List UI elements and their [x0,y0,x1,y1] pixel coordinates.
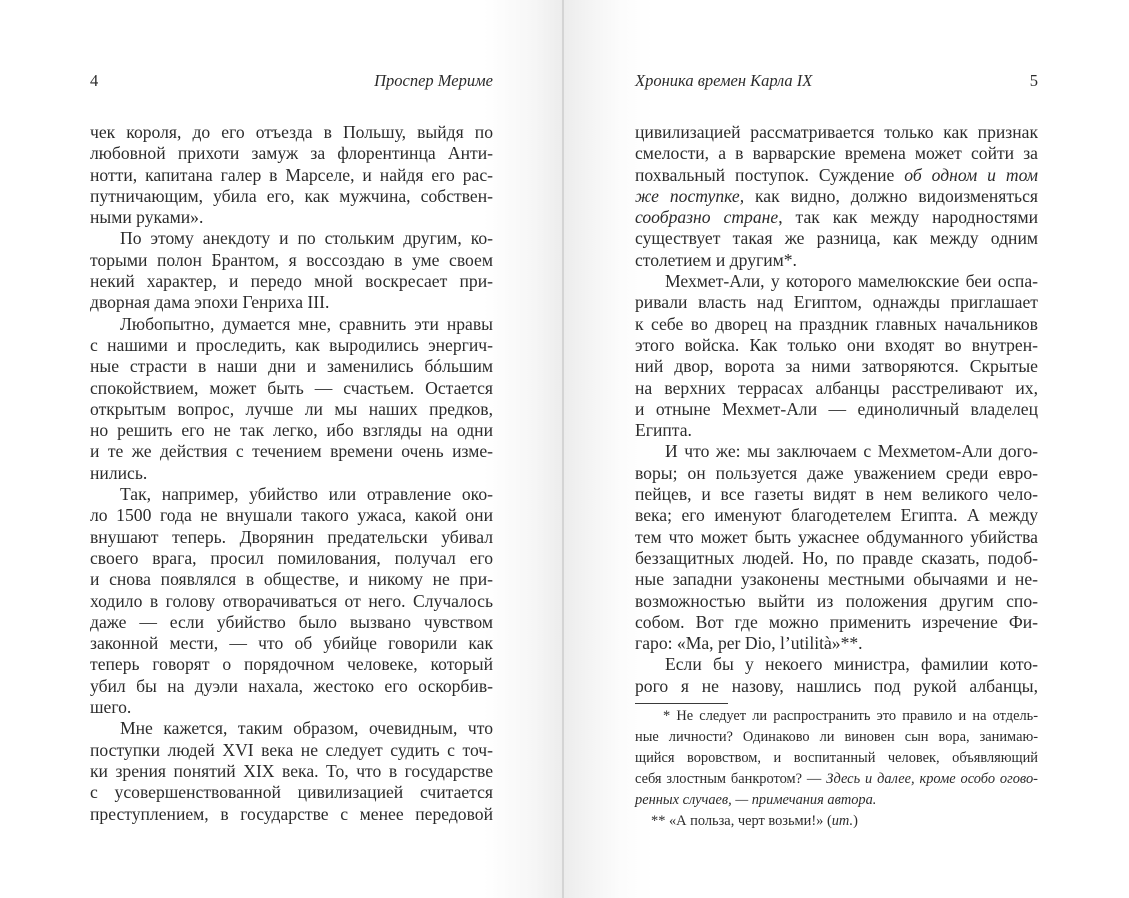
text-segment: ривали власть над Египтом, однажды приглашает [635,292,1038,313]
text-line [635,207,1038,228]
footnote-line [635,769,1038,790]
text-segment: к себе во дворец на праздник главных начальников [635,313,1038,334]
text-segment: ) [853,813,858,829]
text-line: теперь говорят о порядочном человеке, который [90,654,493,675]
text-line: но решить его не так легко, ибо взгляды на одни [90,420,493,441]
text-line [635,463,1038,484]
text-line: преступлением, в государстве с менее передовой [90,803,493,824]
text-line [635,612,1038,633]
text-line: ходило в голову отворачиваться от него. Случалось [90,590,493,611]
text-segment: этого войска. Как только они входят во внутрен- [635,334,1038,355]
left-page [0,0,563,898]
italic-text: сообразно стране [635,207,779,228]
text-segment: воры; он пользуется даже уважением среди евро- [635,462,1038,483]
text-segment: себя злостным банкротом? — [635,771,827,787]
text-segment: ний двор, ворота за ними затворяются. Скрытые [635,356,1038,377]
text-segment: Египта. [635,420,692,441]
text-line: ные страсти в наши дни и заменились бóльшим [90,356,493,377]
text-line: нились. [90,462,148,483]
text-line [635,399,1038,420]
text-line [635,527,1038,548]
text-line: Мне кажется, таким образом, очевидным, что [120,718,493,739]
text-line [635,314,1038,335]
text-line [635,569,1038,590]
text-line: с нашими и проследить, как выродились энергич- [90,334,493,355]
text-line: убил бы на дуэли нахала, жестоко его оскорбив- [90,675,493,696]
right-body-text [635,122,1038,697]
text-line: Так, например, убийство или отравление око- [120,484,493,505]
text-segment: И что же: мы заключаем с Мехметом-Али дого- [665,441,1038,462]
italic-text: же поступке, [635,185,745,206]
text-line: законной мести, — что об убийце говорили как [90,633,493,654]
left-running-head [90,70,493,92]
text-line: и те же действия с течением времени очень изме- [90,441,493,462]
page-number: 5 [1029,71,1038,90]
text-segment: ** «А польза, черт возьми!» ( [651,813,832,829]
footnote-line [635,748,1038,769]
text-line: открытым вопрос, лучше ли мы наших предков, [90,398,493,419]
text-line: ными руками». [90,207,204,228]
text-line [635,271,1038,292]
footnote-separator [635,703,728,704]
text-line [635,484,1038,505]
text-segment: пейцев, и все газеты видят в нем великого чело- [635,484,1038,505]
text-line: и снова появлялся в обществе, и никому не при- [90,569,493,590]
text-line [635,654,1038,675]
text-segment: похвальный поступок. Суждение [635,164,905,185]
text-line [635,335,1038,356]
text-segment: гаро: «Ma, per Dio, l’utilità»**. [635,633,863,654]
footnote-line [635,811,1038,832]
text-segment: ные личности? Одинаково ли виновен сын вора, занимаю- [635,729,1038,745]
footnotes [635,706,1038,832]
text-segment: века; его именуют благодетелем Египта. А между [635,505,1038,526]
italic-text: Здесь и далее, кроме особо огово- [826,771,1038,787]
text-line: поступки людей XVI века не следует судить с точ- [90,739,493,760]
text-line [635,378,1038,399]
running-title-author: Проспер Мериме [374,71,493,90]
text-line [635,633,1038,654]
text-segment: * Не следует ли распространить это правило и на отдель- [663,708,1038,724]
footnote-line [635,727,1038,748]
text-segment: , так как между народностями [778,207,1039,228]
text-line: нотти, капитана галер в Марселе, и найдя его рас- [90,164,493,185]
text-segment: возможностью выйти из положения другим спо- [635,590,1038,611]
text-line [635,420,1038,441]
text-segment: столетием и другим*. [635,249,797,270]
text-line: любовной прихоти замуж за флорентинца Анти- [90,143,493,164]
text-line: даже — если убийство было вызвано чувством [90,611,493,632]
text-line: торыми полон Брантом, я воссоздаю в уме своем [90,249,493,270]
text-line [635,356,1038,377]
footnote-line [635,706,1038,727]
text-segment: ные западни узаконены местными обычаями и не- [635,569,1038,590]
text-line [635,505,1038,526]
text-segment: тем что может быть ужаснее обдуманного убийства [635,526,1038,547]
text-line [635,292,1038,313]
text-line: Любопытно, думается мне, сравнить эти нравы [120,313,493,334]
page-number: 4 [90,71,99,90]
italic-text: об одном и том [904,164,1038,185]
text-line [635,591,1038,612]
text-line [635,186,1038,207]
text-line: ки зрения понятий XIX века. То, что в государстве [90,760,493,781]
italic-text: ренных случаев, — примечания автора. [635,792,877,808]
text-line: внушают теперь. Дворянин предательски убивал [90,526,493,547]
text-segment: Мехмет-Али, у которого мамелюкские беи оспа- [665,271,1038,292]
text-segment: собом. Вот где можно применить изречение Фи- [635,611,1038,632]
text-line: дворная дама эпохи Генриха III. [90,292,330,313]
text-line [635,548,1038,569]
text-line [635,165,1038,186]
text-line [635,228,1038,249]
text-line: По этому анекдоту и по стольким другим, ко- [120,228,493,249]
text-segment: как видно, должно видоизменяться [744,185,1038,206]
text-line: некий характер, и передо мной воскресает при- [90,271,493,292]
text-segment: и отныне Мехмет-Али — единоличный владелец [635,398,1038,419]
text-line [635,122,1038,143]
text-segment: рого я не назову, нашлись под рукой албанцы, [635,675,1038,696]
text-line: чек короля, до его отъезда в Польшу, выйдя по [90,122,493,142]
right-running-head [635,70,1038,92]
text-segment: на верхних террасах албанцы расстреливают их, [635,377,1038,398]
text-segment: Если бы у некоего министра, фамилии кото- [665,654,1038,675]
left-body-text [90,122,493,825]
text-line: с усовершенствованной цивилизацией считается [90,782,493,803]
text-line: своего врага, просил помилования, получал его [90,547,493,568]
italic-text: ит. [831,813,854,829]
text-line [635,250,1038,271]
text-line: путничающим, убила его, как мужчина, собствен- [90,185,493,206]
text-line: спокойствием, может быть — счастьем. Остается [90,377,493,398]
text-line: ло 1500 года не внушали такого ужаса, какой они [90,505,493,526]
text-line [635,143,1038,164]
text-segment: беззащитных людей. Но, по правде сказать, подоб- [635,547,1038,568]
running-title-work: Хроника времен Карла IX [635,71,813,90]
text-line [635,441,1038,462]
text-segment: щийся воровством, и воспитанный человек, объявляющий [635,750,1038,766]
text-segment: смелости, а в варварские времена может сойти за [635,143,1038,164]
text-line [635,676,1038,697]
text-line: шего. [90,697,132,718]
text-segment: цивилизацией рассматривается только как признак [635,122,1038,142]
right-page [564,0,1129,898]
footnote-line [635,790,1038,811]
text-segment: существует такая же разница, как между одним [635,228,1038,249]
